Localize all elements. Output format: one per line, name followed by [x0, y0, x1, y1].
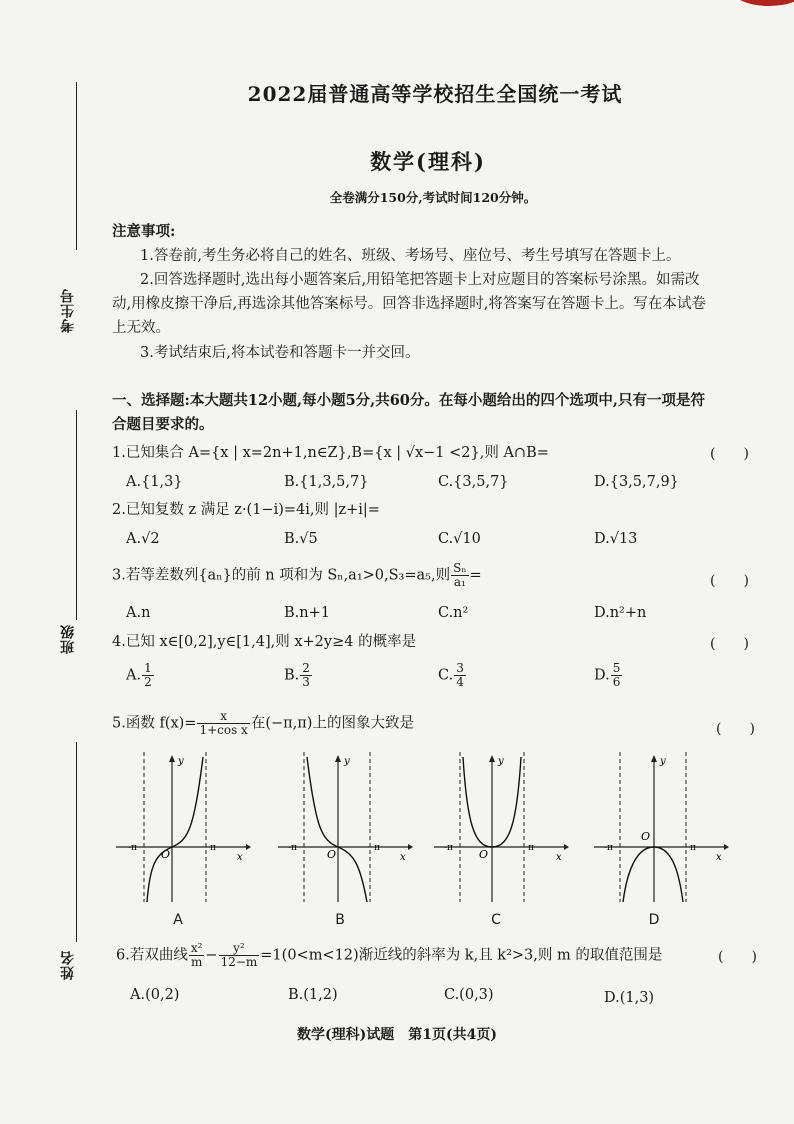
q6-stem-text: 6.若双曲线 — [116, 947, 188, 964]
q6-option-c: C.(0,3) — [444, 987, 494, 1003]
q2-option-c: C.√10 — [438, 531, 481, 547]
section-heading-line-1: 一、选择题:本大题共12小题,每小题5分,共60分。在每小题给出的四个选项中,只有一项是符 — [112, 392, 705, 409]
q6-f2-den: 12−m — [220, 955, 258, 969]
answer-paren-6: ( ) — [718, 949, 757, 965]
q6-option-a: A.(0,2) — [130, 987, 180, 1003]
graph-d-pi: π — [690, 843, 696, 853]
q4-option-c — [438, 662, 467, 689]
subject-title: 数学(理科) — [370, 149, 486, 174]
q4-b-den: 3 — [302, 675, 310, 689]
q6-f2-num: y² — [219, 942, 260, 956]
q5-stem-text: 5.函数 f(x)= — [112, 715, 197, 732]
q4-d-prefix: D. — [594, 667, 610, 684]
graph-c-label: C — [491, 912, 501, 928]
graph-b-neg-pi: -π — [288, 843, 297, 853]
q6-stem-end: =1(0<m<12)渐近线的斜率为 k,且 k²>3,则 m 的取值范围是 — [260, 947, 663, 964]
q4-a-den: 2 — [144, 675, 152, 689]
q4-a-num: 1 — [144, 661, 152, 675]
exam-title: 2022届普通高等学校招生全国统一考试 — [247, 82, 623, 106]
graph-a-label: A — [173, 912, 183, 928]
q5-fraction — [197, 710, 249, 737]
note-1: 1.答卷前,考生务必将自己的姓名、班级、考场号、座位号、考生号填写在答题卡上。 — [140, 248, 681, 264]
q6-fraction-2 — [219, 942, 260, 969]
question-4-stem: 4.已知 x∈[0,2],y∈[1,4],则 x+2y≥4 的概率是 — [112, 634, 417, 650]
graph-d-x-label: x — [716, 852, 722, 863]
q6-f1-num: x² — [190, 941, 203, 955]
q4-a-prefix: A. — [126, 667, 142, 684]
exam-number-label: 考生号 — [60, 288, 76, 333]
q2-option-d: D.√13 — [594, 531, 638, 547]
q1-option-b: B.{1,3,5,7} — [284, 474, 369, 490]
q2-option-a: A.√2 — [126, 531, 160, 547]
graph-a-neg-pi: -π — [128, 843, 137, 853]
note-2-line-3: 上无效。 — [112, 320, 170, 336]
q6-option-b: B.(1,2) — [288, 987, 338, 1003]
graph-c — [434, 752, 569, 902]
q6-fraction-1 — [189, 942, 205, 969]
q3-fraction — [451, 562, 468, 589]
q6-f1-den: m — [190, 955, 203, 969]
answer-paren-1: ( ) — [710, 446, 749, 462]
answer-paren-4: ( ) — [710, 636, 749, 652]
q4-c-den: 4 — [456, 675, 464, 689]
graph-c-x-label: x — [556, 852, 562, 863]
class-label: 班级 — [60, 624, 76, 654]
graph-b-pi: π — [374, 843, 380, 853]
q3-stem-end: = — [469, 567, 482, 584]
graph-c-neg-pi: -π — [444, 843, 453, 853]
q3-option-c: C.n² — [438, 605, 469, 621]
graph-a-origin: O — [161, 848, 171, 861]
graph-a-pi: π — [210, 843, 216, 853]
graph-c-y-label: y — [498, 756, 504, 767]
graph-d — [594, 752, 729, 902]
q4-option-b — [284, 662, 313, 689]
question-3-stem — [112, 562, 482, 589]
graph-a — [116, 752, 251, 902]
corner-stamp — [734, 0, 794, 6]
q2-option-b: B.√5 — [284, 531, 318, 547]
q1-option-a: A.{1,3} — [126, 474, 183, 490]
graph-b-label: B — [335, 912, 345, 928]
q5-stem-end: 在(−π,π)上的图象大致是 — [250, 715, 414, 732]
q1-option-c: C.{3,5,7} — [438, 474, 509, 490]
q4-option-d — [594, 662, 623, 689]
question-1-stem: 1.已知集合 A={x | x=2n+1,n∈Z},B={x | √x−1 <2},则 A∩B= — [112, 445, 549, 461]
question-5-stem — [112, 710, 414, 737]
graph-b-origin: O — [327, 848, 337, 861]
q1-option-d: D.{3,5,7,9} — [594, 474, 679, 490]
graph-b-x-label: x — [400, 852, 406, 863]
q4-d-num: 5 — [612, 661, 621, 675]
q4-b-num: 2 — [302, 661, 310, 675]
q4-d-den: 6 — [612, 675, 621, 689]
q5-frac-numerator: x — [197, 710, 249, 724]
q6-option-d: D.(1,3) — [604, 990, 655, 1006]
note-2-line-1: 2.回答选择题时,选出每小题答案后,用铅笔把答题卡上对应题目的答案标号涂黑。如需改 — [140, 272, 700, 288]
graph-d-label: D — [648, 912, 660, 928]
binding-line-3 — [76, 742, 77, 942]
graph-d-neg-pi: -π — [604, 843, 613, 853]
q3-option-d: D.n²+n — [594, 605, 647, 621]
q3-option-b: B.n+1 — [284, 605, 330, 621]
graph-b-y-label: y — [344, 756, 350, 767]
q4-b-fraction — [300, 662, 312, 689]
notes-heading: 注意事项: — [112, 223, 176, 240]
q4-c-fraction — [454, 662, 466, 689]
graph-d-y-label: y — [660, 756, 666, 767]
graph-a-y-label: y — [178, 756, 184, 767]
graph-c-origin: O — [479, 848, 489, 861]
q4-d-fraction — [611, 662, 623, 689]
graph-b — [278, 752, 413, 902]
question-2-stem: 2.已知复数 z 满足 z·(1−i)=4i,则 |z+i|= — [112, 502, 380, 518]
q5-frac-denominator: 1+cos x — [199, 723, 248, 737]
exam-info: 全卷满分150分,考试时间120分钟。 — [329, 190, 537, 205]
q4-c-prefix: C. — [438, 667, 454, 684]
q4-a-fraction — [142, 662, 154, 689]
page-footer: 数学(理科)试题 第1页(共4页) — [297, 1027, 497, 1043]
q4-option-a — [126, 662, 155, 689]
q3-frac-numerator: Sₙ — [453, 561, 467, 575]
q3-stem-text: 3.若等差数列{aₙ}的前 n 项和为 Sₙ,a₁>0,S₃=a₅,则 — [112, 567, 451, 584]
q6-minus: − — [205, 947, 218, 964]
graph-c-pi: π — [528, 843, 534, 853]
note-2-line-2: 动,用橡皮擦干净后,再选涂其他答案标号。回答非选择题时,将答案写在答题卡上。写在本试卷 — [112, 296, 706, 312]
q4-b-prefix: B. — [284, 667, 300, 684]
graph-d-origin: O — [641, 830, 651, 843]
note-3: 3.考试结束后,将本试卷和答题卡一并交回。 — [140, 345, 420, 361]
binding-line-2 — [76, 410, 77, 620]
name-label: 姓名 — [60, 950, 76, 980]
graph-a-x-label: x — [237, 852, 243, 863]
q3-frac-denominator: a₁ — [453, 575, 466, 589]
q4-c-num: 3 — [456, 661, 464, 675]
section-heading-line-2: 合题目要求的。 — [112, 416, 214, 433]
q3-option-a: A.n — [126, 605, 151, 621]
answer-paren-5: ( ) — [716, 721, 755, 737]
question-6-stem — [116, 942, 662, 969]
answer-paren-3: ( ) — [710, 573, 749, 589]
